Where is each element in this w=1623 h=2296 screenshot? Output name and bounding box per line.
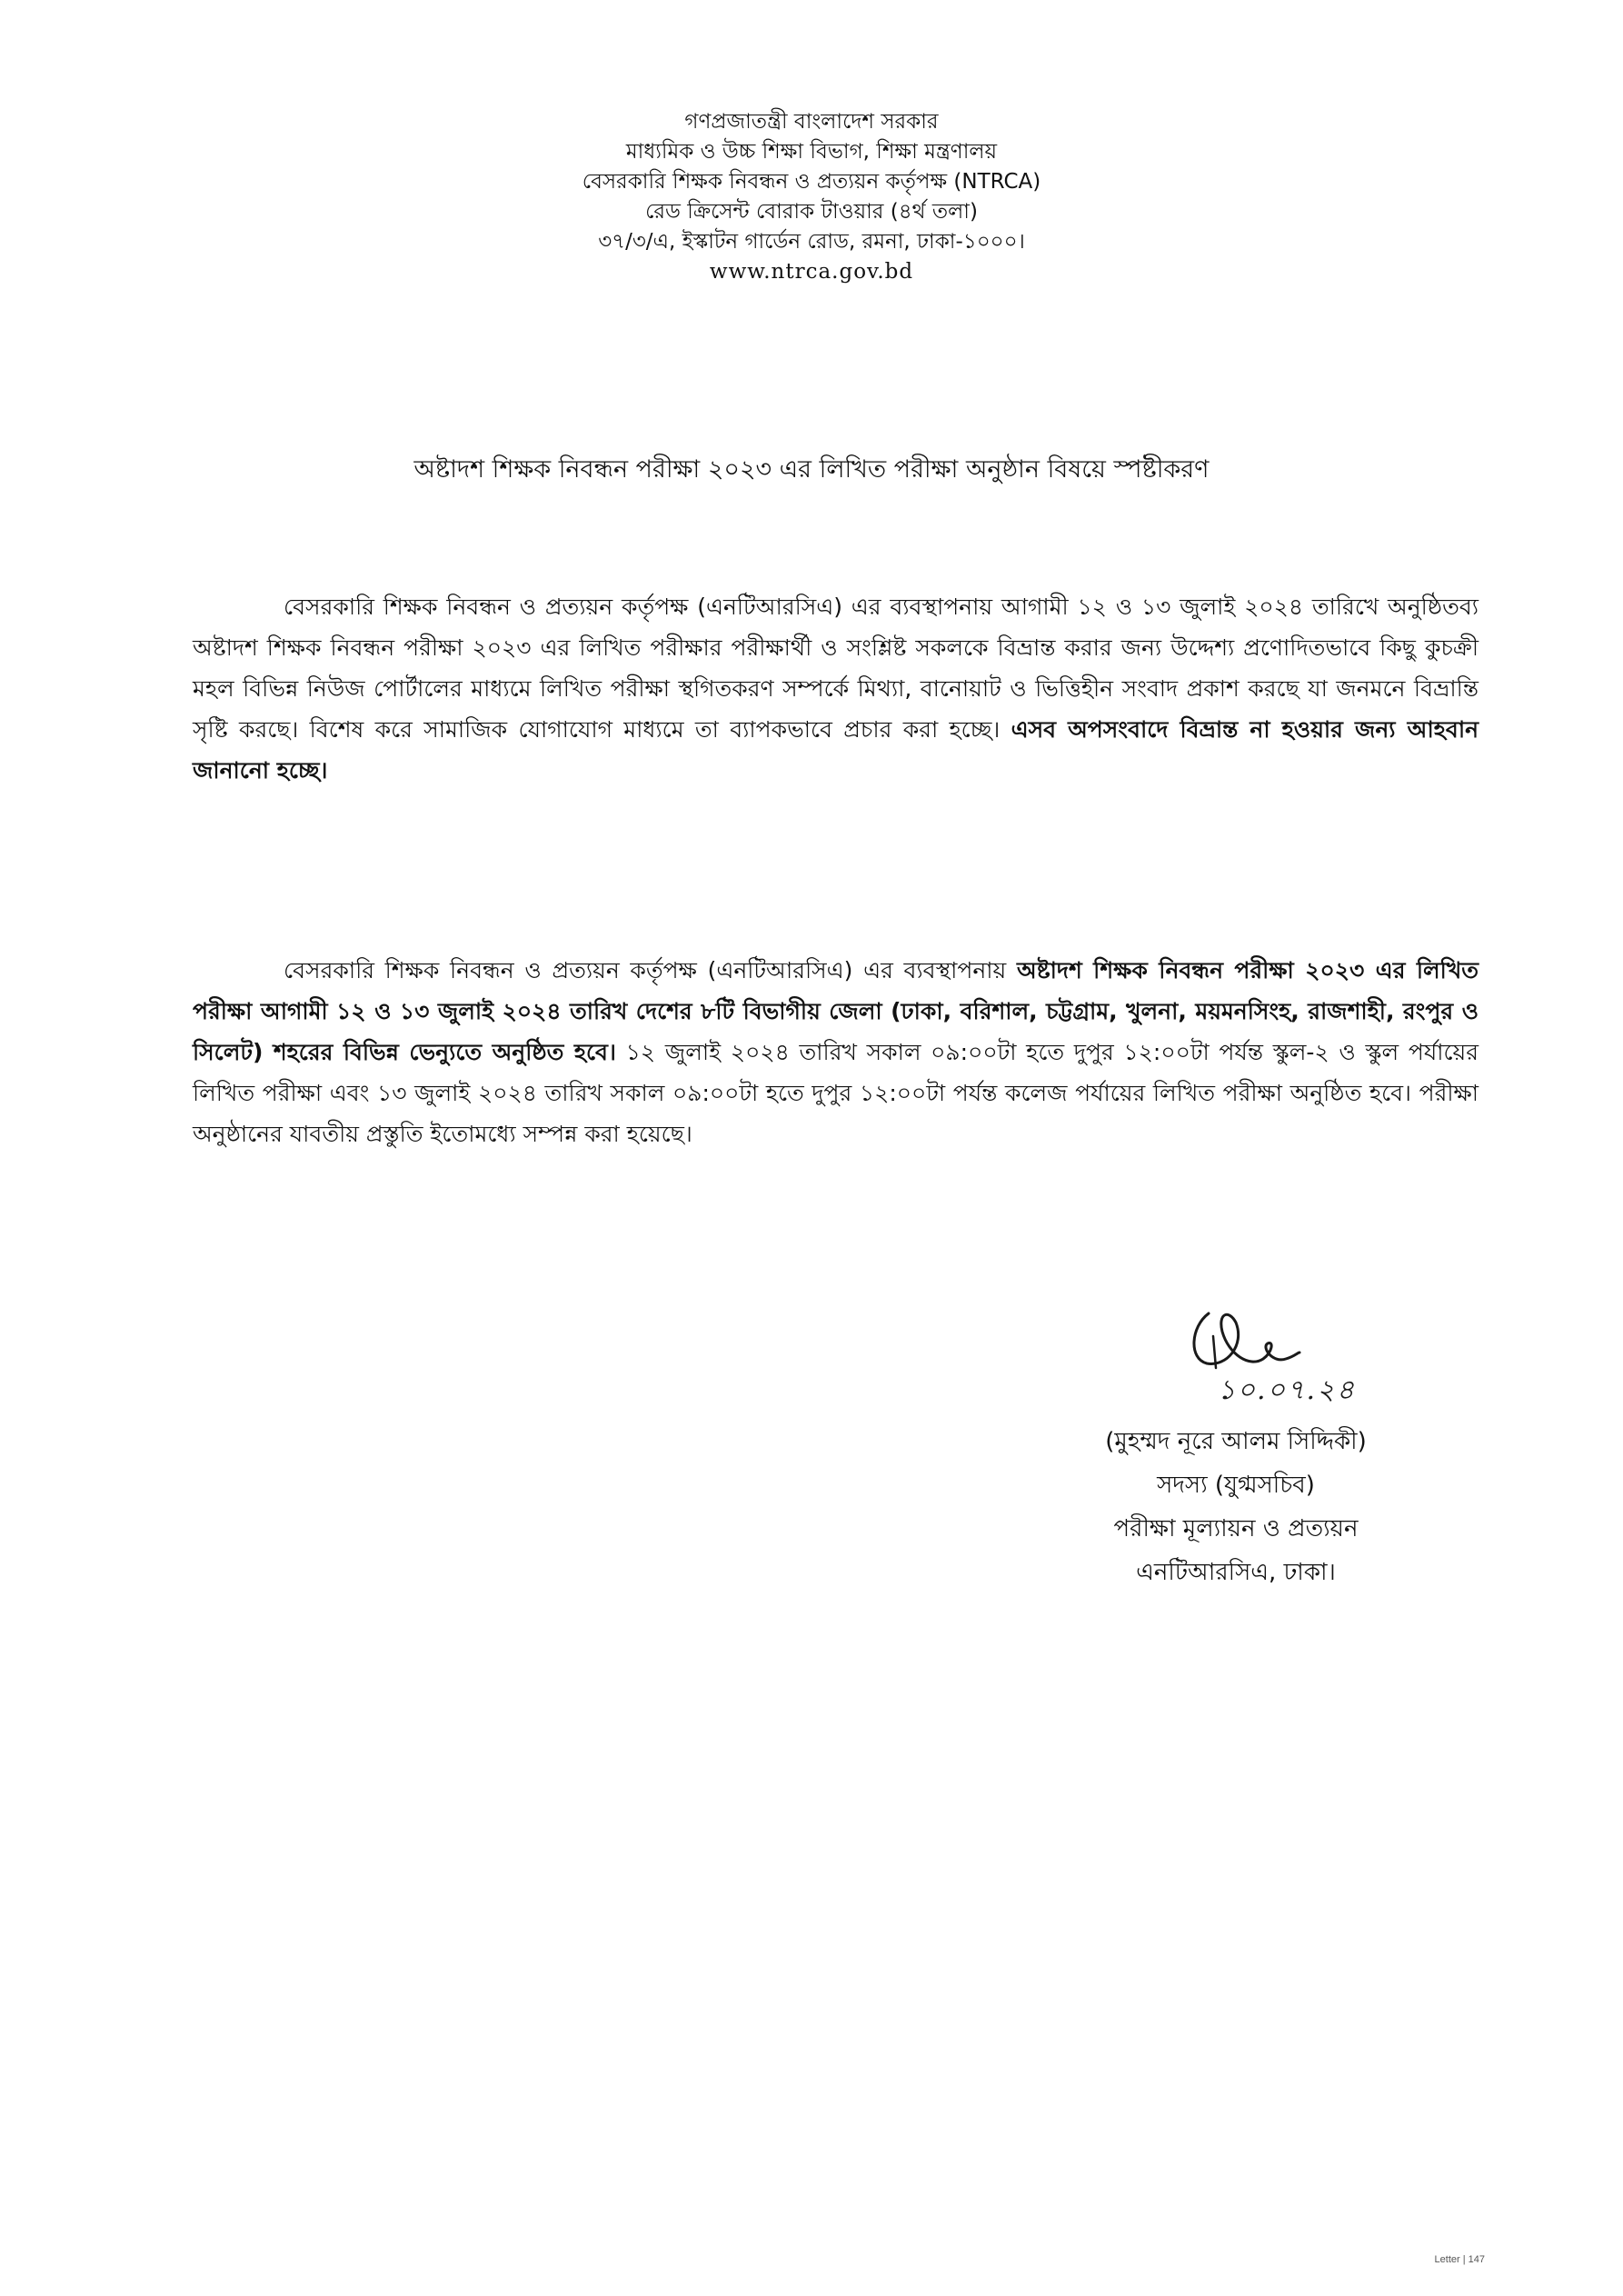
paragraph-2 [193, 950, 1479, 1154]
signatory-department: পরীক্ষা মূল্যায়ন ও প্রত্যয়ন [1113, 1515, 1359, 1542]
authority-name: বেসরকারি শিক্ষক নিবন্ধন ও প্রত্যয়ন কর্তৃপক্ষ (NTRCA) [582, 170, 1041, 194]
paragraph-2-start: বেসরকারি শিক্ষক নিবন্ধন ও প্রত্যয়ন কর্তৃপক্ষ (এনটিআরসিএ) এর ব্যবস্থাপনায় [284, 957, 1007, 983]
paragraph-1-text: বেসরকারি শিক্ষক নিবন্ধন ও প্রত্যয়ন কর্তৃপক্ষ (এনটিআরসিএ) এর ব্যবস্থাপনায় আগামী ১২ ও ১৩ জুলাই ২০২৪ তারিখে অনুষ্ঠিতব্য অষ্টাদশ শিক্ষক নিবন্ধন পরীক্ষা ২০২৩ এর লিখিত পরীক্ষার পরীক্ষার্থী ও সংশ্লিষ্ট সকলকে বিভ্রান্ত করার জন্য উদ্দেশ্য প্রণোদিতভাবে কিছু কুচক্রী মহল বিভিন্ন নিউজ পোর্টালের মাধ্যমে লিখিত পরীক্ষা স্থগিতকরণ সম্পর্কে মিথ্যা, বানোয়াট ও ভিত্তিহীন সংবাদ প্রকাশ করছে যা জনমনে বিভ্রান্তি সৃষ্টি করছে। বিশেষ করে সামাজিক যোগাযোগ মাধ্যমে তা ব্যাপকভাবে প্রচার করা হচ্ছে। [193, 594, 1479, 743]
letterhead [0, 107, 1623, 287]
signatory-designation: সদস্য (যুগ্মসচিব) [1157, 1472, 1315, 1499]
signature-date: ১০.০৭.২৪ [1218, 1374, 1357, 1406]
street-address: ৩৭/৩/এ, ইস্কাটন গার্ডেন রোড, রমনা, ঢাকা-১০০০। [598, 230, 1025, 254]
signatory-name: (মুহম্মদ নূরে আলম সিদ্দিকী) [1105, 1428, 1367, 1455]
government-name: গণপ্রজাতন্ত্রী বাংলাদেশ সরকার [684, 110, 939, 134]
paragraph-2-bold: অষ্টাদশ শিক্ষক নিবন্ধন পরীক্ষা ২০২৩ এর লিখিত পরীক্ষা আগামী ১২ ও ১৩ জুলাই ২০২৪ তারিখ দেশের ৮টি বিভাগীয় জেলা (ঢাকা, বরিশাল, চট্টগ্রাম, খুলনা, ময়মনসিংহ, রাজশাহী, রংপুর ও সিলেট) শহরের বিভিন্ন ভেন্যুতে অনুষ্ঠিত হবে। [193, 957, 1479, 1065]
paragraph-2-end: ১২ জুলাই ২০২৪ তারিখ সকাল ০৯:০০টা হতে দুপুর ১২:০০টা পর্যন্ত স্কুল-২ ও স্কুল পর্যায়ের লিখিত পরীক্ষা এবং ১৩ জুলাই ২০২৪ তারিখ সকাল ০৯:০০টা হতে দুপুর ১২:০০টা পর্যন্ত কলেজ পর্যায়ের লিখিত পরীক্ষা অনুষ্ঠিত হবে। পরীক্ষা অনুষ্ঠানের যাবতীয় প্রস্তুতি ইতোমধ্যে সম্পন্ন করা হয়েছে। [193, 1039, 1479, 1147]
website-url: www.ntrca.gov.bd [709, 260, 914, 284]
ministry-division: মাধ্যমিক ও উচ্চ শিক্ষা বিভাগ, শিক্ষা মন্ত্রণালয় [625, 140, 998, 164]
building-address: রেড ক্রিসেন্ট বোরাক টাওয়ার (৪র্থ তলা) [645, 200, 978, 224]
page-footer: Letter | 147 [1434, 2254, 1485, 2265]
signatory-block [1045, 1420, 1427, 1594]
paragraph-1 [193, 586, 1479, 791]
signatory-office: এনটিআরসিএ, ঢাকা। [1136, 1559, 1336, 1586]
subject-heading: অষ্টাদশ শিক্ষক নিবন্ধন পরীক্ষা ২০২৩ এর লিখিত পরীক্ষা অনুষ্ঠান বিষয়ে স্পষ্টীকরণ [413, 455, 1210, 484]
paragraph-1-bold: এসব অপসংবাদে বিভ্রান্ত না হওয়ার জন্য আহবান জানানো হচ্ছে। [193, 716, 1479, 784]
